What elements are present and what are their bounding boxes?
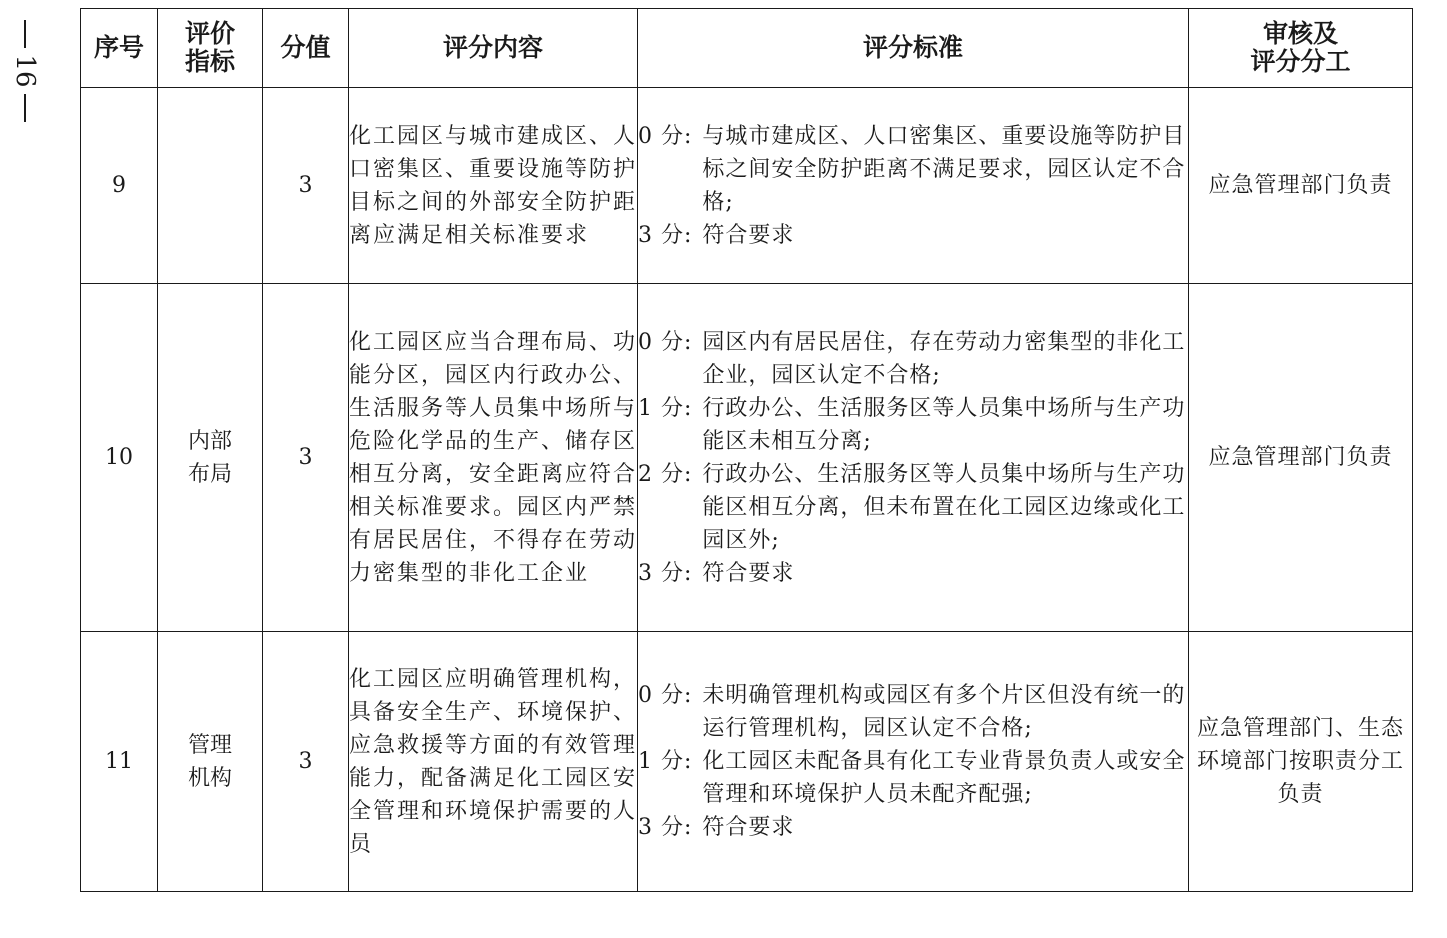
evaluation-table — [80, 8, 1413, 892]
row-review: 应急管理部门负责 — [1189, 88, 1413, 284]
header-indicator-line-1: 评价 — [184, 19, 235, 48]
row-content: 化工园区应当合理布局、功能分区，园区内行政办公、生活服务等人员集中场所与危险化学品的生产、储存区相互分离，安全距离应符合相关标准要求。园区内严禁有居民居住，不得存在劳动力密集型的非化工企业 — [349, 284, 638, 632]
criteria-score-label: 3 分: — [638, 815, 693, 840]
criteria-score-label: 1 分: — [638, 395, 693, 421]
page-number — [6, 20, 44, 122]
criteria-text: 化工园区未配备具有化工专业背景负责人或安全管理和环境保护人员未配齐配强; — [702, 749, 1186, 807]
criteria-item — [638, 458, 1188, 557]
row-criteria — [638, 88, 1189, 284]
criteria-score-label: 0 分: — [638, 123, 693, 149]
header-indicator — [158, 9, 263, 88]
page-number-dash-top — [24, 20, 26, 48]
header-criteria: 评分标准 — [638, 9, 1189, 88]
criteria-text: 行政办公、生活服务区等人员集中场所与生产功能区相互分离，但未布置在化工园区边缘或化工园区外; — [702, 461, 1186, 553]
criteria-item — [638, 219, 1188, 252]
criteria-item — [638, 392, 1188, 458]
criteria-text: 行政办公、生活服务区等人员集中场所与生产功能区未相互分离; — [702, 395, 1186, 454]
page-number-dash-bottom — [24, 94, 26, 122]
table-row — [81, 284, 1413, 632]
criteria-item — [638, 811, 1188, 844]
criteria-item — [638, 557, 1188, 590]
row-review: 应急管理部门负责 — [1189, 284, 1413, 632]
row-seq: 10 — [81, 284, 158, 632]
row-indicator-line-2: 布局 — [187, 461, 232, 487]
header-row — [81, 9, 1413, 88]
criteria-item — [638, 679, 1188, 745]
header-score: 分值 — [263, 9, 349, 88]
criteria-score-label: 1 分: — [638, 749, 693, 774]
criteria-score-label: 0 分: — [638, 683, 693, 708]
header-review — [1189, 9, 1413, 88]
row-score: 3 — [263, 88, 349, 284]
page-number-text: 16 — [10, 54, 40, 88]
criteria-text: 符合要求 — [702, 815, 795, 840]
row-score: 3 — [263, 632, 349, 892]
row-indicator-line-2: 机构 — [187, 765, 232, 791]
row-seq: 11 — [81, 632, 158, 892]
row-indicator-line-1: 内部 — [187, 428, 232, 454]
row-content: 化工园区与城市建成区、人口密集区、重要设施等防护目标之间的外部安全防护距离应满足相关标准要求 — [349, 88, 638, 284]
criteria-text: 符合要求 — [702, 560, 795, 586]
row-indicator — [158, 88, 263, 284]
table-row — [81, 88, 1413, 284]
row-content: 化工园区应明确管理机构，具备安全生产、环境保护、应急救援等方面的有效管理能力，配备满足化工园区安全管理和环境保护需要的人员 — [349, 632, 638, 892]
row-indicator — [158, 284, 263, 632]
row-seq: 9 — [81, 88, 158, 284]
criteria-score-label: 3 分: — [638, 222, 693, 248]
criteria-text: 与城市建成区、人口密集区、重要设施等防护目标之间安全防护距离不满足要求，园区认定不合格; — [702, 123, 1186, 215]
header-review-line-1: 审核及 — [1262, 19, 1338, 48]
criteria-item — [638, 120, 1188, 219]
criteria-item — [638, 745, 1188, 811]
criteria-item — [638, 326, 1188, 392]
criteria-text: 符合要求 — [702, 222, 795, 248]
row-criteria — [638, 632, 1189, 892]
criteria-text: 未明确管理机构或园区有多个片区但没有统一的运行管理机构，园区认定不合格; — [702, 683, 1186, 741]
criteria-score-label: 3 分: — [638, 560, 693, 586]
row-criteria — [638, 284, 1189, 632]
criteria-score-label: 0 分: — [638, 329, 693, 355]
table-row — [81, 632, 1413, 892]
criteria-text: 园区内有居民居住，存在劳动力密集型的非化工企业，园区认定不合格; — [702, 329, 1186, 388]
header-content: 评分内容 — [349, 9, 638, 88]
header-review-line-2: 评分分工 — [1250, 47, 1351, 76]
row-score: 3 — [263, 284, 349, 632]
row-review: 应急管理部门、生态环境部门按职责分工负责 — [1189, 632, 1413, 892]
row-indicator-line-1: 管理 — [187, 732, 232, 758]
header-seq: 序号 — [81, 9, 158, 88]
criteria-score-label: 2 分: — [638, 461, 693, 487]
row-indicator — [158, 632, 263, 892]
header-indicator-line-2: 指标 — [184, 47, 235, 76]
